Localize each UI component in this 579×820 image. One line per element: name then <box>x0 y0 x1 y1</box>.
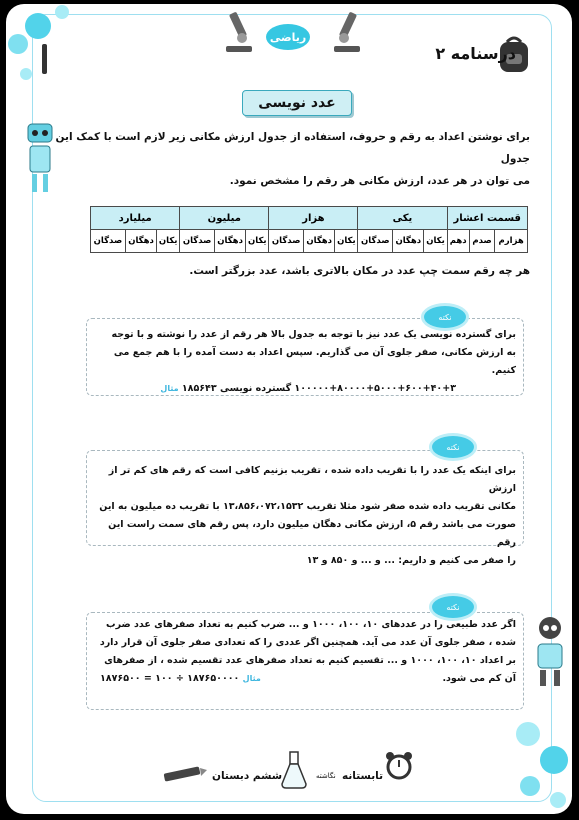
note-2-line-4: را صفر می کنیم و داریم: ... و ... و ۸۵۰ و ۱۳ <box>306 555 516 566</box>
note-badge-1: نکته <box>424 306 466 328</box>
note-2-line-1: برای اینکه یک عدد را با تقریب داده شده ، تقریب بزنیم کافی است که رقم های کم تر از ارزش <box>108 465 516 494</box>
table-cell: دهگان <box>304 230 335 253</box>
footer-grade: ششم دبستان <box>212 770 283 782</box>
note-3-line-2: شده ، صفر جلوی آن عدد می آید. همچنین اگر عددی را که تعدادی صفر جلوی آن قرار دارد <box>99 637 516 648</box>
note-text-1 <box>92 326 516 398</box>
note-1-example <box>92 380 516 398</box>
note-badge-3: نکته <box>432 596 474 618</box>
flask-icon <box>278 750 310 790</box>
subject-pill: ریاضی <box>266 24 310 50</box>
table-cell: صدگان <box>358 230 393 253</box>
table-cell: صدگان <box>91 230 126 253</box>
table-cell: صدگان <box>180 230 215 253</box>
table-cell: یکان <box>424 230 447 253</box>
table-cell: یکان <box>157 230 180 253</box>
rule-text: هر چه رقم سمت چپ عدد در مکان بالاتری باشد، عدد بزرگتر است. <box>189 265 530 277</box>
class-millions: میلیون <box>180 207 269 230</box>
example-label-1: مثال <box>160 384 179 393</box>
note-3-line-4: آن کم می شود. <box>442 673 516 684</box>
note-1-expansion: ۱۰۰۰۰۰+۸۰۰۰۰+۵۰۰۰+۶۰۰+۴۰+۳ گسترده نویسی ۱۸۵۶۴۳ <box>181 383 456 394</box>
microscope-left-icon <box>220 8 260 58</box>
class-thousands: هزار <box>269 207 358 230</box>
note-text-3 <box>92 616 516 688</box>
worksheet-page <box>6 4 572 814</box>
intro-paragraph <box>46 126 530 192</box>
note-3-equation: ۱۸۷۶۵۰۰۰۰ ÷ ۱۰۰ = ۱۸۷۶۵۰۰ <box>100 673 240 684</box>
class-decimal: قسمت اعشار <box>447 207 527 230</box>
topic-title: عدد نویسی <box>242 90 352 116</box>
intro-line-1: برای نوشتن اعداد به رقم و حروف، استفاده از جدول ارزش مکانی زیر لازم است با کمک این جدول <box>55 131 530 165</box>
intro-line-2: می توان در هر عدد، ارزش مکانی هر رقم را مشخص نمود. <box>229 175 530 187</box>
note-text-2 <box>92 462 516 570</box>
decorative-bubbles-bottom-right <box>506 704 572 814</box>
table-header-row <box>91 207 528 230</box>
table-cell: یکان <box>246 230 269 253</box>
place-value-table <box>90 206 528 253</box>
note-1-line-1: برای گسترده نویسی یک عدد نیز با توجه به جدول بالا هر رقم از عدد را نوشته و با توجه <box>111 329 516 340</box>
lesson-title: درسنامه ۲ <box>435 44 516 63</box>
footer-brand-small: نگاشته <box>316 772 336 780</box>
table-cell: دهگان <box>125 230 156 253</box>
note-3-line-1: اگر عدد طبیعی را در عددهای ۱۰، ۱۰۰، ۱۰۰۰ و ... ضرب کنیم به تعداد صفرهای عدد ضرب <box>106 619 516 630</box>
table-cell: صدگان <box>269 230 304 253</box>
note-3-line-3: بر اعداد ۱۰، ۱۰۰، ۱۰۰۰ و ... تقسیم کنیم به تعداد صفرهای عدد تقسیم شده ، از صفرهای <box>104 655 516 666</box>
note-1-line-2: به ارزش مکانی، صفر جلوی آن می گذاریم. سپس اعداد به دست آمده را با هم جمع می کنیم. <box>113 347 516 376</box>
table-cell: یکان <box>335 230 358 253</box>
table-cell: دهگان <box>214 230 245 253</box>
class-ones: یکی <box>358 207 447 230</box>
example-label-3: مثال <box>242 674 261 683</box>
table-cell: دهگان <box>393 230 424 253</box>
pencil-icon <box>160 764 208 784</box>
table-cell: دهم <box>447 230 469 253</box>
table-cell: صدم <box>469 230 494 253</box>
decorative-bubbles-top-left <box>6 4 76 94</box>
footer-brand: تابستانه <box>342 770 384 782</box>
class-billions: میلیارد <box>91 207 180 230</box>
note-3-example <box>92 670 516 688</box>
microscope-right-icon <box>326 8 366 58</box>
note-badge-2: نکته <box>432 436 474 458</box>
note-2-line-3: صورت می باشد رقم ۵، ارزش مکانی دهگان میلیون دارد، پس رقم های سمت راست این رقم <box>108 519 516 548</box>
note-2-line-2: مکانی تقریب داده شده صفر شود مثلا تقریب ۱۳،۸۵۶،۰۷۲،۱۵۳۲ با تقریب ده میلیون به این <box>99 501 516 512</box>
table-cell: هزارم <box>495 230 528 253</box>
robot-right-icon <box>528 616 572 696</box>
alarm-clock-icon <box>384 750 414 782</box>
table-row <box>91 230 528 253</box>
